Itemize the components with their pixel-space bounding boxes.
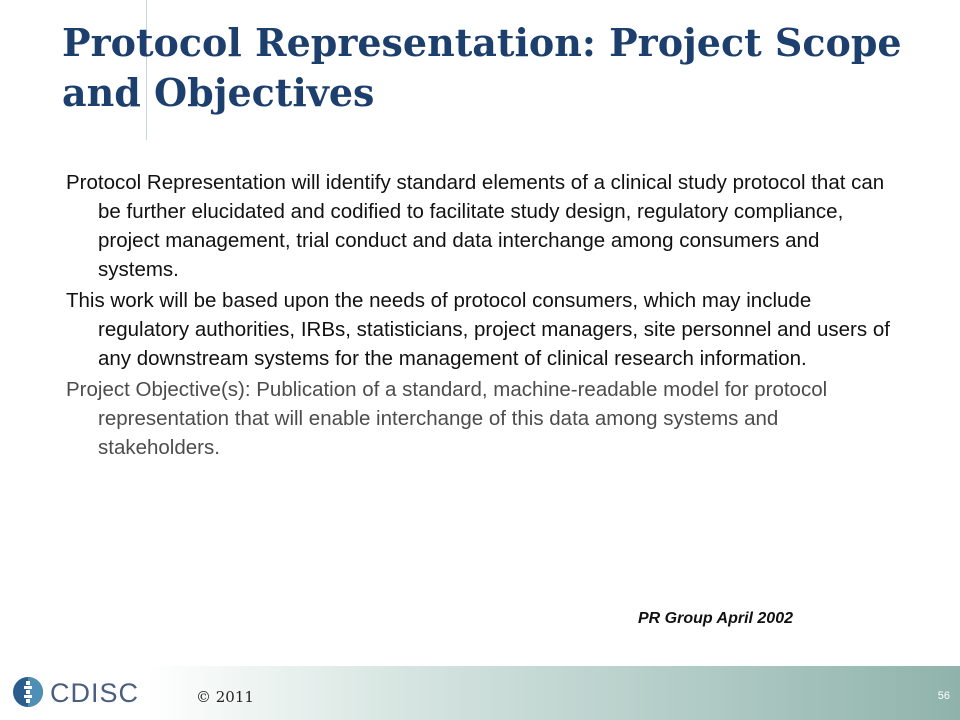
source-credit: PR Group April 2002 (638, 610, 793, 627)
copyright-notice: © 2011 (196, 688, 254, 706)
cdisc-logo (12, 673, 142, 713)
scope-paragraph-1: Protocol Representation will identify standard elements of a clinical study protocol that can be further elucidated and codified to facilitate study design, regulatory compliance, project management, trial conduct and data interchange among consumers and systems. (66, 171, 885, 281)
page-number: 56 (937, 690, 950, 702)
scope-paragraph-2: This work will be based upon the needs of protocol consumers, which may include regulatory authorities, IRBs, statisticians, project managers, site personnel and users of any downstream systems for the management of clinical research information. (66, 289, 890, 370)
slide-title: Protocol Representation: Project Scope and Objectives (62, 20, 902, 115)
project-objective: Project Objective(s): Publication of a standard, machine-readable model for protocol representation that will enable interchange of this data among systems and stakeholders. (66, 378, 828, 459)
cdisc-logo-text: CDISC (50, 678, 140, 708)
slide-footer (0, 666, 960, 720)
cdisc-logo-icon (12, 676, 44, 708)
footer-gradient-band (146, 666, 960, 720)
slide-body (66, 168, 896, 462)
